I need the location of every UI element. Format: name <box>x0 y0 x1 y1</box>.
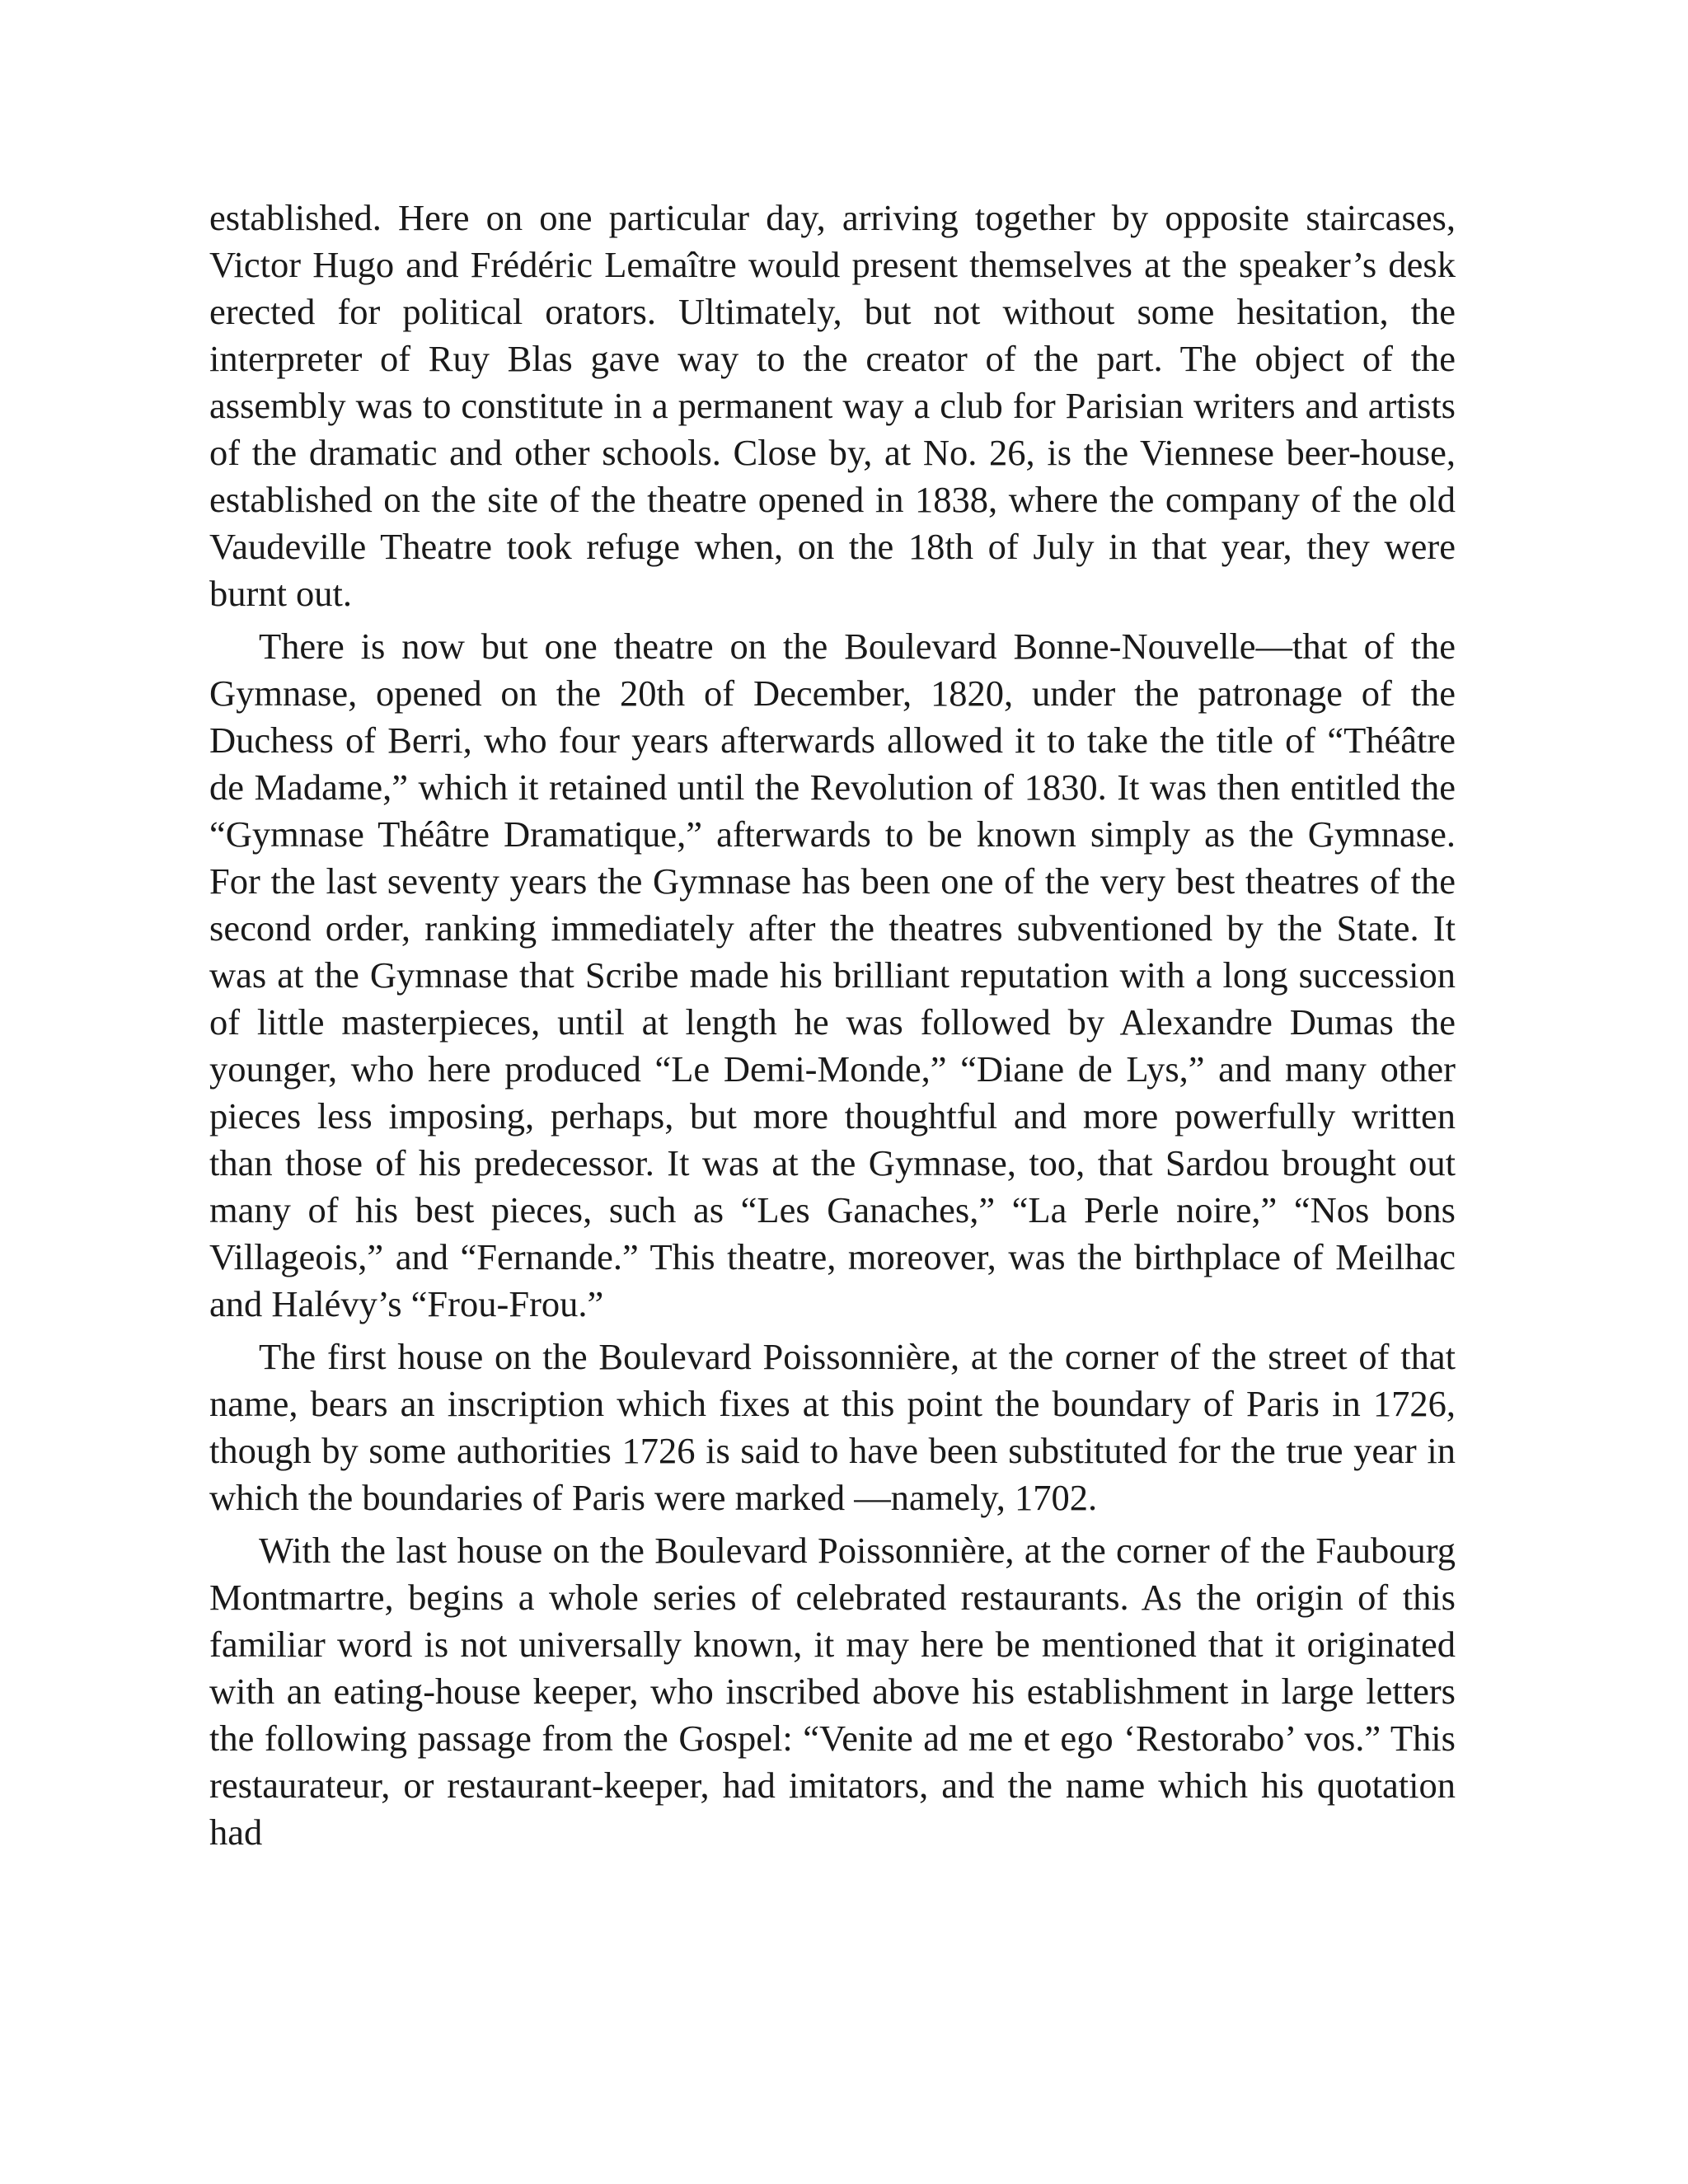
paragraph-2: There is now but one theatre on the Boulevard Bonne-Nouvelle—that of the Gymnase, opened on the 20th of December, 1820, under the patronage of the Duchess of Berri, who four years afterwards allowed it to take the title of “Théâtre de Madame,” which it retained until the Revolution of 1830. It was then entitled the “Gymnase Théâtre Dramatique,” afterwards to be known simply as the Gymnase. For the last seventy years the Gymnase has been one of the very best theatres of the second order, ranking immediately after the theatres subventioned by the State. It was at the Gymnase that Scribe made his brilliant reputation with a long succession of little masterpieces, until at length he was followed by Alexandre Dumas the younger, who here produced “Le Demi-Monde,” “Diane de Lys,” and many other pieces less imposing, perhaps, but more thoughtful and more powerfully written than those of his predecessor. It was at the Gymnase, too, that Sardou brought out many of his best pieces, such as “Les Ganaches,” “La Perle noire,” “Nos bons Villageois,” and “Fernande.” This theatre, moreover, was the birthplace of Meilhac and Halévy’s “Frou-Frou.” <box>209 626 1456 1324</box>
paragraph-4: With the last house on the Boulevard Poissonnière, at the corner of the Faubourg Montmartre, begins a whole series of celebrated restaurants. As the origin of this familiar word is not universally known, it may here be mentioned that it originated with an eating-house keeper, who inscribed above his establishment in large letters the following passage from the Gospel: “Venite ad me et ego ‘Restorabo’ vos.” This restaurateur, or restaurant-keeper, had imitators, and the name which his quotation had <box>209 1530 1456 1853</box>
book-page <box>209 194 1456 1856</box>
paragraph-1: established. Here on one particular day, arriving together by opposite staircases, Victor Hugo and Frédéric Lemaître would present themselves at the speaker’s desk erected for political orators. Ultimately, but not without some hesitation, the interpreter of Ruy Blas gave way to the creator of the part. The object of the assembly was to constitute in a permanent way a club for Parisian writers and artists of the dramatic and other schools. Close by, at No. 26, is the Viennese beer-house, established on the site of the theatre opened in 1838, where the company of the old Vaudeville Theatre took refuge when, on the 18th of July in that year, they were burnt out. <box>209 197 1456 614</box>
paragraph-3: The first house on the Boulevard Poissonnière, at the corner of the street of that name, bears an inscription which fixes at this point the boundary of Paris in 1726, though by some authorities 1726 is said to have been substituted for the true year in which the boundaries of Paris were marked —namely, 1702. <box>209 1336 1456 1518</box>
